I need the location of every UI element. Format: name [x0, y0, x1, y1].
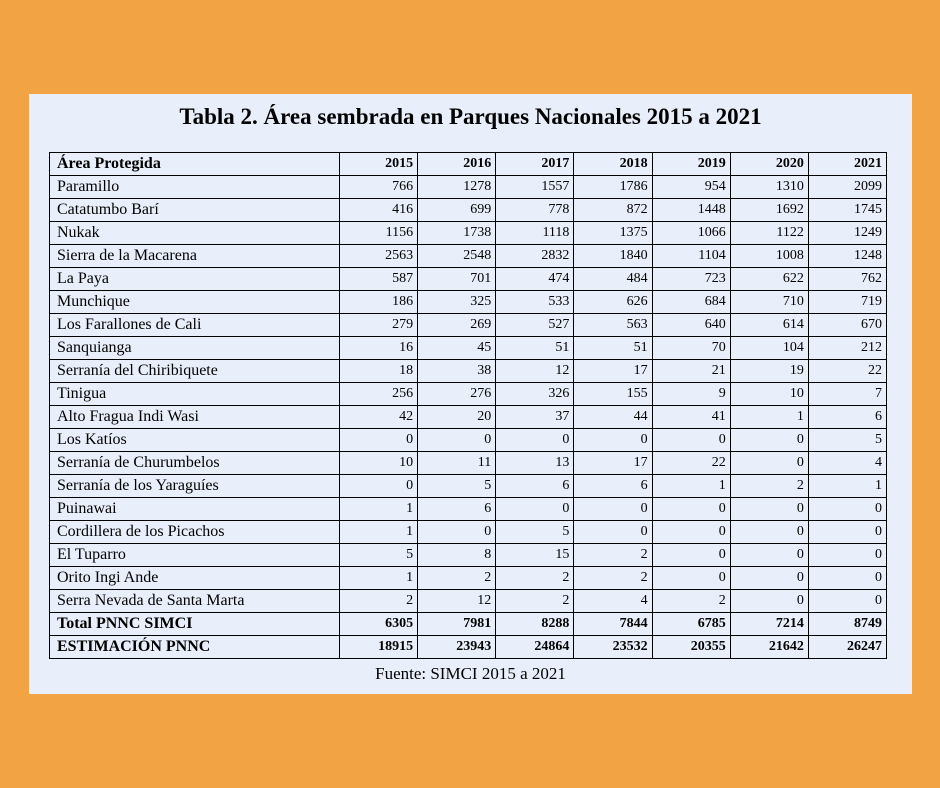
- value-cell: 0: [808, 498, 886, 521]
- table-row: [50, 590, 887, 613]
- value-cell: 17: [574, 360, 652, 383]
- value-cell: 20355: [652, 636, 730, 659]
- value-cell: 325: [418, 291, 496, 314]
- area-name-cell: Serra Nevada de Santa Marta: [50, 590, 340, 613]
- table-row: [50, 199, 887, 222]
- value-cell: 326: [496, 383, 574, 406]
- value-cell: 710: [730, 291, 808, 314]
- value-cell: 22: [808, 360, 886, 383]
- value-cell: 0: [340, 475, 418, 498]
- table-row: [50, 291, 887, 314]
- header-year: 2016: [418, 153, 496, 176]
- value-cell: 1692: [730, 199, 808, 222]
- value-cell: 778: [496, 199, 574, 222]
- area-name-cell: Alto Fragua Indi Wasi: [50, 406, 340, 429]
- value-cell: 41: [652, 406, 730, 429]
- value-cell: 7: [808, 383, 886, 406]
- header-year: 2018: [574, 153, 652, 176]
- value-cell: 21642: [730, 636, 808, 659]
- value-cell: 6: [574, 475, 652, 498]
- value-cell: 6305: [340, 613, 418, 636]
- value-cell: 21: [652, 360, 730, 383]
- value-cell: 2: [730, 475, 808, 498]
- value-cell: 12: [418, 590, 496, 613]
- table-row: [50, 452, 887, 475]
- value-cell: 1: [340, 498, 418, 521]
- value-cell: 533: [496, 291, 574, 314]
- table-title: Tabla 2. Área sembrada en Parques Nacionales 2015 a 2021: [179, 104, 762, 129]
- value-cell: 0: [496, 498, 574, 521]
- value-cell: 2563: [340, 245, 418, 268]
- value-cell: 4: [808, 452, 886, 475]
- value-cell: 0: [418, 521, 496, 544]
- value-cell: 1278: [418, 176, 496, 199]
- value-cell: 8288: [496, 613, 574, 636]
- value-cell: 0: [418, 429, 496, 452]
- area-name-cell: El Tuparro: [50, 544, 340, 567]
- value-cell: 614: [730, 314, 808, 337]
- area-name-cell: Nukak: [50, 222, 340, 245]
- value-cell: 0: [730, 590, 808, 613]
- value-cell: 684: [652, 291, 730, 314]
- area-name-cell: Munchique: [50, 291, 340, 314]
- value-cell: 0: [730, 521, 808, 544]
- value-cell: 2548: [418, 245, 496, 268]
- value-cell: 0: [496, 429, 574, 452]
- area-name-cell: Catatumbo Barí: [50, 199, 340, 222]
- value-cell: 269: [418, 314, 496, 337]
- value-cell: 2: [574, 544, 652, 567]
- area-name-cell: Total PNNC SIMCI: [50, 613, 340, 636]
- value-cell: 1448: [652, 199, 730, 222]
- value-cell: 2: [418, 567, 496, 590]
- table-row: [50, 268, 887, 291]
- value-cell: 37: [496, 406, 574, 429]
- value-cell: 1104: [652, 245, 730, 268]
- value-cell: 640: [652, 314, 730, 337]
- value-cell: 42: [340, 406, 418, 429]
- value-cell: 416: [340, 199, 418, 222]
- value-cell: 0: [730, 567, 808, 590]
- value-cell: 563: [574, 314, 652, 337]
- value-cell: 5: [808, 429, 886, 452]
- area-name-cell: Los Katíos: [50, 429, 340, 452]
- table-row: [50, 521, 887, 544]
- value-cell: 0: [730, 429, 808, 452]
- value-cell: 5: [496, 521, 574, 544]
- value-cell: 11: [418, 452, 496, 475]
- value-cell: 5: [340, 544, 418, 567]
- value-cell: 6: [496, 475, 574, 498]
- value-cell: 872: [574, 199, 652, 222]
- value-cell: 699: [418, 199, 496, 222]
- value-cell: 1008: [730, 245, 808, 268]
- value-cell: 212: [808, 337, 886, 360]
- value-cell: 1840: [574, 245, 652, 268]
- table-card: [29, 94, 912, 694]
- value-cell: 24864: [496, 636, 574, 659]
- table-row: [50, 360, 887, 383]
- value-cell: 527: [496, 314, 574, 337]
- value-cell: 0: [652, 498, 730, 521]
- value-cell: 45: [418, 337, 496, 360]
- value-cell: 587: [340, 268, 418, 291]
- value-cell: 0: [808, 521, 886, 544]
- value-cell: 0: [808, 590, 886, 613]
- value-cell: 474: [496, 268, 574, 291]
- value-cell: 17: [574, 452, 652, 475]
- table-row: [50, 314, 887, 337]
- area-name-cell: Puinawai: [50, 498, 340, 521]
- value-cell: 186: [340, 291, 418, 314]
- value-cell: 23532: [574, 636, 652, 659]
- table-row: [50, 383, 887, 406]
- header-row: [50, 153, 887, 176]
- value-cell: 1738: [418, 222, 496, 245]
- total-row: [50, 636, 887, 659]
- table-row: [50, 176, 887, 199]
- value-cell: 279: [340, 314, 418, 337]
- value-cell: 626: [574, 291, 652, 314]
- value-cell: 622: [730, 268, 808, 291]
- value-cell: 1: [808, 475, 886, 498]
- value-cell: 1066: [652, 222, 730, 245]
- header-year: 2017: [496, 153, 574, 176]
- value-cell: 484: [574, 268, 652, 291]
- value-cell: 1156: [340, 222, 418, 245]
- value-cell: 276: [418, 383, 496, 406]
- area-name-cell: Sanquianga: [50, 337, 340, 360]
- value-cell: 26247: [808, 636, 886, 659]
- value-cell: 0: [574, 498, 652, 521]
- value-cell: 762: [808, 268, 886, 291]
- area-name-cell: Serranía del Chiribiquete: [50, 360, 340, 383]
- value-cell: 1557: [496, 176, 574, 199]
- value-cell: 7981: [418, 613, 496, 636]
- value-cell: 1118: [496, 222, 574, 245]
- table-row: [50, 406, 887, 429]
- value-cell: 51: [574, 337, 652, 360]
- table-body: [50, 176, 887, 659]
- value-cell: 44: [574, 406, 652, 429]
- table-row: [50, 475, 887, 498]
- value-cell: 1249: [808, 222, 886, 245]
- header-year: 2020: [730, 153, 808, 176]
- value-cell: 12: [496, 360, 574, 383]
- value-cell: 0: [652, 567, 730, 590]
- header-year: 2019: [652, 153, 730, 176]
- table-row: [50, 498, 887, 521]
- value-cell: 19: [730, 360, 808, 383]
- value-cell: 6: [418, 498, 496, 521]
- value-cell: 23943: [418, 636, 496, 659]
- value-cell: 701: [418, 268, 496, 291]
- value-cell: 1: [652, 475, 730, 498]
- value-cell: 2: [496, 590, 574, 613]
- value-cell: 2099: [808, 176, 886, 199]
- value-cell: 16: [340, 337, 418, 360]
- value-cell: 2: [574, 567, 652, 590]
- header-year: 2015: [340, 153, 418, 176]
- area-name-cell: Serranía de los Yaraguíes: [50, 475, 340, 498]
- table-row: [50, 222, 887, 245]
- value-cell: 2: [340, 590, 418, 613]
- value-cell: 0: [808, 567, 886, 590]
- table-row: [50, 337, 887, 360]
- data-table: [49, 152, 887, 659]
- value-cell: 0: [730, 452, 808, 475]
- value-cell: 7844: [574, 613, 652, 636]
- value-cell: 0: [574, 521, 652, 544]
- value-cell: 0: [730, 544, 808, 567]
- value-cell: 22: [652, 452, 730, 475]
- value-cell: 20: [418, 406, 496, 429]
- value-cell: 155: [574, 383, 652, 406]
- area-name-cell: Serranía de Churumbelos: [50, 452, 340, 475]
- value-cell: 0: [652, 544, 730, 567]
- value-cell: 670: [808, 314, 886, 337]
- value-cell: 70: [652, 337, 730, 360]
- value-cell: 766: [340, 176, 418, 199]
- header-year: 2021: [808, 153, 886, 176]
- value-cell: 2832: [496, 245, 574, 268]
- value-cell: 6: [808, 406, 886, 429]
- value-cell: 9: [652, 383, 730, 406]
- table-row: [50, 544, 887, 567]
- value-cell: 0: [652, 429, 730, 452]
- value-cell: 0: [340, 429, 418, 452]
- area-name-cell: Los Farallones de Cali: [50, 314, 340, 337]
- value-cell: 8749: [808, 613, 886, 636]
- value-cell: 1122: [730, 222, 808, 245]
- area-name-cell: ESTIMACIÓN PNNC: [50, 636, 340, 659]
- value-cell: 256: [340, 383, 418, 406]
- value-cell: 2: [496, 567, 574, 590]
- value-cell: 0: [730, 498, 808, 521]
- value-cell: 1375: [574, 222, 652, 245]
- total-row: [50, 613, 887, 636]
- value-cell: 38: [418, 360, 496, 383]
- value-cell: 1745: [808, 199, 886, 222]
- value-cell: 954: [652, 176, 730, 199]
- value-cell: 1248: [808, 245, 886, 268]
- value-cell: 1786: [574, 176, 652, 199]
- value-cell: 1310: [730, 176, 808, 199]
- value-cell: 2: [652, 590, 730, 613]
- value-cell: 18: [340, 360, 418, 383]
- value-cell: 13: [496, 452, 574, 475]
- value-cell: 6785: [652, 613, 730, 636]
- value-cell: 0: [574, 429, 652, 452]
- value-cell: 4: [574, 590, 652, 613]
- source-note: Fuente: SIMCI 2015 a 2021: [375, 664, 566, 683]
- header-area-protegida: Área Protegida: [50, 153, 340, 176]
- value-cell: 8: [418, 544, 496, 567]
- table-row: [50, 567, 887, 590]
- value-cell: 7214: [730, 613, 808, 636]
- area-name-cell: Tinigua: [50, 383, 340, 406]
- value-cell: 1: [340, 521, 418, 544]
- value-cell: 10: [340, 452, 418, 475]
- table-row: [50, 245, 887, 268]
- value-cell: 0: [652, 521, 730, 544]
- value-cell: 51: [496, 337, 574, 360]
- value-cell: 1: [730, 406, 808, 429]
- area-name-cell: Paramillo: [50, 176, 340, 199]
- value-cell: 5: [418, 475, 496, 498]
- value-cell: 0: [808, 544, 886, 567]
- value-cell: 15: [496, 544, 574, 567]
- value-cell: 10: [730, 383, 808, 406]
- value-cell: 18915: [340, 636, 418, 659]
- value-cell: 719: [808, 291, 886, 314]
- area-name-cell: Orito Ingi Ande: [50, 567, 340, 590]
- area-name-cell: Sierra de la Macarena: [50, 245, 340, 268]
- value-cell: 723: [652, 268, 730, 291]
- value-cell: 1: [340, 567, 418, 590]
- table-row: [50, 429, 887, 452]
- area-name-cell: La Paya: [50, 268, 340, 291]
- value-cell: 104: [730, 337, 808, 360]
- area-name-cell: Cordillera de los Picachos: [50, 521, 340, 544]
